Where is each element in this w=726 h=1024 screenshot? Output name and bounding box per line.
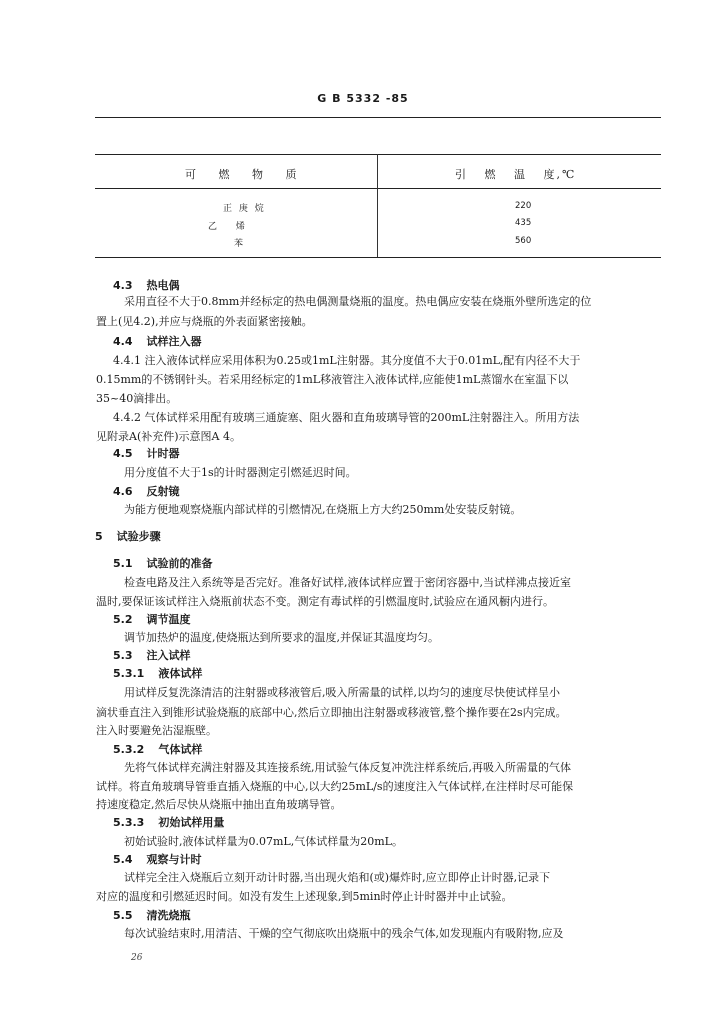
body-text: 温时,要保证该试样注入烧瓶前状态不变。测定有毒试样的引燃温度时,试验应在通风橱内进行。 bbox=[96, 595, 554, 608]
table-column-divider bbox=[377, 154, 378, 257]
body-text: 每次试验结束时,用清洁、干燥的空气彻底吹出烧瓶中的残余气体,如发现瓶内有吸附物,应及 bbox=[124, 927, 564, 940]
body-text: 用分度值不大于1s的计时器测定引燃延迟时间。 bbox=[124, 466, 357, 479]
body-text: 置上(见4.2),并应与烧瓶的外表面紧密接触。 bbox=[96, 315, 313, 328]
section-heading-5-2: 5.2 调节温度 bbox=[113, 613, 191, 626]
body-text: 35~40滴排出。 bbox=[96, 392, 178, 405]
section-heading-4-5: 4.5 计时器 bbox=[113, 447, 180, 460]
body-text: 检查电路及注入系统等是否完好。准备好试样,液体试样应置于密闭容器中,当试样沸点接近室 bbox=[124, 576, 571, 589]
table-top-rule bbox=[95, 117, 661, 118]
table-bottom-rule bbox=[95, 257, 661, 258]
body-text: 注入时要避免沾湿瓶壁。 bbox=[96, 724, 217, 737]
body-text: 采用直径不大于0.8mm并经标定的热电偶测量烧瓶的温度。热电偶应安装在烧瓶外壁所选定的位 bbox=[124, 295, 592, 308]
table-header-top-rule bbox=[95, 154, 661, 155]
section-heading-5-1: 5.1 试验前的准备 bbox=[113, 557, 213, 570]
table-header-temperature: 引 燃 温 度,℃ bbox=[455, 168, 577, 181]
body-text: 初始试验时,液体试样量为0.07mL,气体试样量为20mL。 bbox=[124, 835, 403, 848]
body-text: 0.15mm的不锈钢针头。若采用经标定的1mL移液管注入液体试样,应能使1mL蒸馏水在室温下以 bbox=[96, 373, 569, 386]
body-text: 用试样反复洗涤清洁的注射器或移液管后,吸入所需量的试样,以均匀的速度尽快使试样呈小 bbox=[124, 686, 560, 699]
section-heading-5: 5 试验步骤 bbox=[95, 530, 161, 543]
body-text: 试样完全注入烧瓶后立刻开动计时器,当出现火焰和(或)爆炸时,应立即停止计时器,记录下 bbox=[124, 871, 551, 884]
body-text: 对应的温度和引燃延迟时间。如没有发生上述现象,到5min时停止计时器并中止试验。 bbox=[96, 890, 513, 903]
section-heading-5-3-3: 5.3.3 初始试样用量 bbox=[113, 816, 225, 829]
section-heading-5-3-2: 5.3.2 气体试样 bbox=[113, 743, 203, 756]
body-text: 为能方便地观察烧瓶内部试样的引燃情况,在烧瓶上方大约250mm处安装反射镜。 bbox=[124, 503, 522, 516]
body-text: 持速度稳定,然后尽快从烧瓶中抽出直角玻璃导管。 bbox=[96, 798, 342, 811]
body-text: 试样。将直角玻璃导管垂直插入烧瓶的中心,以大约25mL/s的速度注入气体试样,在注样时尽可能保 bbox=[96, 780, 574, 793]
section-heading-5-5: 5.5 清洗烧瓶 bbox=[113, 909, 191, 922]
section-heading-5-4: 5.4 观察与计时 bbox=[113, 853, 202, 866]
section-heading-4-6: 4.6 反射镜 bbox=[113, 485, 180, 498]
table-cell-substance: 苯 bbox=[234, 239, 244, 249]
table-cell-substance: 正 庚 烷 bbox=[223, 204, 266, 214]
table-cell-temperature: 435 bbox=[515, 218, 532, 228]
body-text: 见附录A(补充件)示意图A 4。 bbox=[96, 430, 241, 443]
standard-code: G B 5332 -85 bbox=[317, 92, 409, 105]
body-text: 滴状垂直注入到锥形试验烧瓶的底部中心,然后立即抽出注射器或移液管,整个操作要在2s内完成。 bbox=[96, 706, 567, 719]
body-text: 先将气体试样充满注射器及其连接系统,用试验气体反复冲洗注样系统后,再吸入所需量的气体 bbox=[124, 761, 571, 774]
table-cell-temperature: 560 bbox=[515, 236, 532, 246]
body-text: 4.4.2 气体试样采用配有玻璃三通旋塞、阻火器和直角玻璃导管的200mL注射器注入。所用方法 bbox=[113, 411, 580, 424]
table-header-bottom-rule bbox=[95, 188, 661, 189]
table-cell-temperature: 220 bbox=[515, 201, 532, 211]
page-number: 26 bbox=[131, 953, 143, 963]
body-text: 调节加热炉的温度,使烧瓶达到所要求的温度,并保证其温度均匀。 bbox=[124, 631, 439, 644]
section-heading-4-4: 4.4 试样注入器 bbox=[113, 335, 202, 348]
body-text: 4.4.1 注入液体试样应采用体积为0.25或1mL注射器。其分度值不大于0.01mL,配有内径不大于 bbox=[113, 354, 581, 367]
section-heading-5-3: 5.3 注入试样 bbox=[113, 649, 191, 662]
table-cell-substance: 乙 烯 bbox=[208, 222, 253, 232]
table-header-substance: 可 燃 物 质 bbox=[185, 168, 300, 181]
section-heading-4-3: 4.3 热电偶 bbox=[113, 279, 180, 292]
section-heading-5-3-1: 5.3.1 液体试样 bbox=[113, 667, 203, 680]
